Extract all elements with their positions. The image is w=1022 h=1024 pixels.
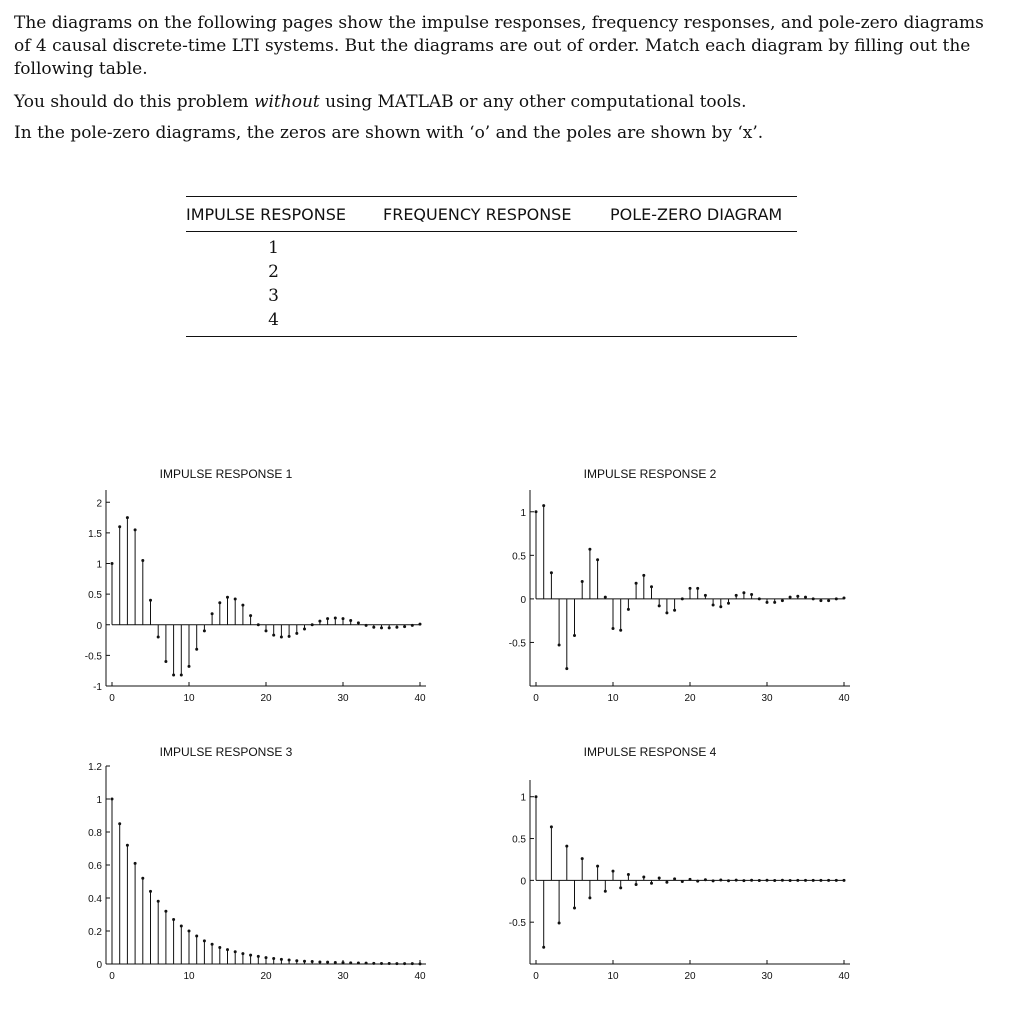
stem-marker — [558, 922, 561, 925]
stem-marker — [819, 879, 822, 882]
stem-marker — [172, 918, 175, 921]
stem-marker — [349, 961, 352, 964]
impulse-response-4-plot — [484, 736, 884, 996]
stem-marker — [265, 629, 268, 632]
impulse-response-2-plot — [484, 458, 884, 718]
stem-marker — [604, 596, 607, 599]
y-tick-label: 0.2 — [88, 927, 102, 938]
stem-marker — [365, 624, 368, 627]
x-tick-label: 30 — [761, 971, 773, 982]
stem-marker — [280, 636, 283, 639]
stem-marker — [380, 962, 383, 965]
instruction-paragraph — [14, 91, 1004, 114]
stem-marker — [827, 599, 830, 602]
stem-marker — [141, 877, 144, 880]
problem-statement — [14, 12, 1004, 153]
stem-marker — [111, 798, 114, 801]
stem-marker — [234, 950, 237, 953]
stem-marker — [411, 624, 414, 627]
table-row — [186, 260, 797, 284]
stem-marker — [796, 595, 799, 598]
stem-marker — [334, 617, 337, 620]
stem-marker — [627, 608, 630, 611]
stem-marker — [558, 644, 561, 647]
stem-marker — [750, 593, 753, 596]
pole-zero-note: In the pole-zero diagrams, the zeros are shown with ‘o’ and the poles are shown by ‘x’. — [14, 123, 764, 143]
stem-marker — [696, 880, 699, 883]
impulse-response-3-plot — [60, 736, 460, 996]
impulse-response-1-plot — [60, 458, 460, 718]
stem-marker — [696, 587, 699, 590]
stem-marker — [612, 627, 615, 630]
stem-marker — [804, 879, 807, 882]
stem-marker — [357, 962, 360, 965]
y-tick-label: 0 — [520, 594, 526, 606]
table-bottom-rule — [186, 336, 797, 337]
table-cell-impulse: 3 — [268, 286, 279, 306]
stem-marker — [773, 601, 776, 604]
x-tick-label: 30 — [337, 693, 349, 704]
stem-marker — [766, 879, 769, 882]
table-row — [186, 284, 797, 308]
stem-marker — [573, 906, 576, 909]
stem-marker — [334, 961, 337, 964]
stem-marker — [288, 959, 291, 962]
stem-marker — [581, 857, 584, 860]
stem-marker — [681, 597, 684, 600]
stem-marker — [742, 879, 745, 882]
y-tick-label: -0.5 — [84, 651, 102, 663]
stem-marker — [257, 955, 260, 958]
stem-marker — [565, 845, 568, 848]
stem-marker — [673, 877, 676, 880]
stem-marker — [665, 881, 668, 884]
stem-marker — [612, 870, 615, 873]
stem-marker — [835, 879, 838, 882]
stem-marker — [642, 574, 645, 577]
stem-marker — [295, 632, 298, 635]
table-cell-impulse: 4 — [268, 310, 279, 330]
y-tick-label: 0.5 — [512, 551, 526, 563]
stem-marker — [588, 896, 591, 899]
y-tick-label: 1 — [520, 792, 526, 804]
y-tick-label: 1 — [520, 507, 526, 519]
y-tick-label: 0 — [96, 620, 102, 632]
x-tick-label: 10 — [607, 693, 619, 704]
stem-marker — [372, 962, 375, 965]
stem-marker — [619, 886, 622, 889]
stem-marker — [395, 962, 398, 965]
stem-marker — [342, 617, 345, 620]
stem-marker — [234, 598, 237, 601]
stem-marker — [118, 822, 121, 825]
stem-marker — [226, 948, 229, 951]
stem-marker — [134, 528, 137, 531]
stem-marker — [789, 596, 792, 599]
stem-marker — [203, 629, 206, 632]
stem-marker — [280, 958, 283, 961]
stem-marker — [596, 558, 599, 561]
stem-marker — [272, 957, 275, 960]
x-tick-label: 20 — [260, 971, 272, 982]
instruction-emphasis: without — [253, 92, 320, 112]
stem-marker — [573, 634, 576, 637]
stem-marker — [272, 634, 275, 637]
stem-marker — [542, 946, 545, 949]
x-tick-label: 20 — [684, 971, 696, 982]
stem-marker — [134, 862, 137, 865]
stem-marker — [843, 879, 846, 882]
table-cell-impulse: 2 — [268, 262, 279, 282]
stem-marker — [395, 626, 398, 629]
stem-marker — [249, 954, 252, 957]
y-tick-label: -1 — [93, 682, 102, 693]
stem-marker — [241, 604, 244, 607]
y-tick-label: 1 — [96, 559, 102, 571]
stem-marker — [188, 665, 191, 668]
stem-marker — [812, 879, 815, 882]
table-cell-impulse: 1 — [268, 238, 279, 258]
stem-marker — [727, 602, 730, 605]
stem-marker — [735, 879, 738, 882]
stem-marker — [712, 603, 715, 606]
x-tick-label: 20 — [684, 693, 696, 704]
stem-marker — [719, 605, 722, 608]
x-tick-label: 0 — [109, 693, 115, 704]
stem-marker — [172, 673, 175, 676]
stem-marker — [157, 636, 160, 639]
chart-title: IMPULSE RESPONSE 3 — [159, 745, 293, 759]
stem-marker — [781, 879, 784, 882]
stem-marker — [164, 660, 167, 663]
stem-marker — [804, 596, 807, 599]
stem-marker — [642, 876, 645, 879]
instruction-suffix: using MATLAB or any other computational tools. — [319, 92, 747, 112]
stem-marker — [342, 961, 345, 964]
stem-marker — [773, 879, 776, 882]
stem-marker — [318, 961, 321, 964]
stem-marker — [658, 877, 661, 880]
x-tick-label: 20 — [260, 693, 272, 704]
x-tick-label: 40 — [414, 971, 426, 982]
stem-marker — [226, 596, 229, 599]
stem-marker — [388, 962, 391, 965]
stem-marker — [195, 934, 198, 937]
stem-marker — [388, 626, 391, 629]
stem-marker — [419, 623, 422, 626]
stem-marker — [257, 623, 260, 626]
stem-marker — [635, 883, 638, 886]
stem-marker — [796, 879, 799, 882]
stem-marker — [303, 960, 306, 963]
stem-marker — [581, 580, 584, 583]
stem-marker — [627, 873, 630, 876]
y-tick-label: 1.5 — [88, 528, 102, 540]
stem-marker — [218, 601, 221, 604]
stem-marker — [218, 946, 221, 949]
stem-marker — [535, 795, 538, 798]
y-tick-label: 0.4 — [88, 894, 102, 905]
stem-marker — [419, 962, 422, 965]
stem-marker — [719, 878, 722, 881]
stem-marker — [188, 930, 191, 933]
stem-marker — [118, 525, 121, 528]
stem-marker — [689, 587, 692, 590]
stem-marker — [789, 879, 792, 882]
stem-marker — [827, 879, 830, 882]
table-row — [186, 308, 797, 332]
stem-marker — [565, 667, 568, 670]
problem-intro-paragraph: The diagrams on the following pages show the impulse responses, frequency responses, and pole-zero diagrams of 4 causal discrete-time LTI systems. But the diagrams are out of order. Match each diagram by filling out the following table. — [14, 13, 984, 79]
stem-marker — [812, 597, 815, 600]
y-tick-label: 2 — [96, 498, 102, 510]
stem-marker — [241, 952, 244, 955]
stem-marker — [411, 962, 414, 965]
stem-marker — [326, 617, 329, 620]
stem-marker — [681, 880, 684, 883]
stem-marker — [604, 890, 607, 893]
x-tick-label: 40 — [838, 693, 850, 704]
stem-marker — [665, 611, 668, 614]
table-body — [186, 232, 797, 336]
stem-marker — [311, 960, 314, 963]
stem-marker — [403, 962, 406, 965]
stem-marker — [318, 620, 321, 623]
table-header-frequency: FREQUENCY RESPONSE — [383, 204, 572, 224]
stem-marker — [349, 619, 352, 622]
stem-marker — [727, 879, 730, 882]
x-tick-label: 30 — [761, 693, 773, 704]
stem-marker — [550, 825, 553, 828]
stem-marker — [303, 628, 306, 631]
stem-marker — [673, 609, 676, 612]
stem-marker — [380, 626, 383, 629]
y-tick-label: -0.5 — [508, 638, 526, 650]
stem-marker — [704, 594, 707, 597]
stem-marker — [781, 599, 784, 602]
y-tick-label: 0.5 — [88, 590, 102, 602]
stem-marker — [203, 939, 206, 942]
stem-marker — [650, 882, 653, 885]
stem-marker — [180, 673, 183, 676]
stem-marker — [164, 910, 167, 913]
stem-marker — [149, 599, 152, 602]
chart-title: IMPULSE RESPONSE 1 — [159, 467, 293, 481]
stem-marker — [535, 510, 538, 513]
x-tick-label: 30 — [337, 971, 349, 982]
stem-marker — [195, 648, 198, 651]
chart-title: IMPULSE RESPONSE 4 — [583, 745, 717, 759]
table-header-impulse: IMPULSE RESPONSE — [186, 204, 347, 224]
x-tick-label: 40 — [414, 693, 426, 704]
stem-marker — [766, 601, 769, 604]
stem-marker — [141, 559, 144, 562]
y-tick-label: 0 — [96, 960, 102, 971]
table-header-row — [186, 197, 797, 231]
x-tick-label: 0 — [533, 693, 539, 704]
stem-marker — [704, 878, 707, 881]
y-tick-label: 0 — [520, 876, 526, 888]
stem-marker — [542, 504, 545, 507]
stem-marker — [843, 597, 846, 600]
table-row — [186, 236, 797, 260]
stem-marker — [650, 585, 653, 588]
stem-marker — [326, 961, 329, 964]
stem-marker — [126, 516, 129, 519]
matching-table — [186, 196, 797, 337]
stem-marker — [819, 599, 822, 602]
stem-marker — [403, 625, 406, 628]
stem-marker — [550, 571, 553, 574]
stem-marker — [689, 878, 692, 881]
y-tick-label: 1.2 — [88, 762, 102, 773]
stem-marker — [365, 962, 368, 965]
instruction-prefix: You should do this problem — [14, 92, 254, 112]
stem-marker — [357, 621, 360, 624]
stem-marker — [835, 597, 838, 600]
stem-marker — [372, 626, 375, 629]
stem-marker — [311, 623, 314, 626]
stem-marker — [295, 959, 298, 962]
y-tick-label: -0.5 — [508, 918, 526, 930]
y-tick-label: 0.5 — [512, 834, 526, 846]
x-tick-label: 0 — [533, 971, 539, 982]
x-tick-label: 10 — [183, 971, 195, 982]
stem-marker — [126, 844, 129, 847]
chart-title: IMPULSE RESPONSE 2 — [583, 467, 717, 481]
stem-marker — [712, 879, 715, 882]
stem-marker — [758, 879, 761, 882]
stem-marker — [111, 562, 114, 565]
x-tick-label: 10 — [607, 971, 619, 982]
stem-marker — [635, 582, 638, 585]
y-tick-label: 0.6 — [88, 861, 102, 872]
stem-marker — [658, 604, 661, 607]
stem-marker — [619, 629, 622, 632]
x-tick-label: 0 — [109, 971, 115, 982]
stem-marker — [149, 890, 152, 893]
stem-marker — [288, 635, 291, 638]
stem-marker — [157, 900, 160, 903]
stem-marker — [596, 865, 599, 868]
stem-marker — [758, 597, 761, 600]
stem-marker — [180, 925, 183, 928]
table-header-polezero: POLE-ZERO DIAGRAM — [610, 204, 783, 224]
stem-marker — [265, 956, 268, 959]
y-tick-label: 0.8 — [88, 828, 102, 839]
stem-marker — [211, 943, 214, 946]
x-tick-label: 10 — [183, 693, 195, 704]
stem-marker — [750, 879, 753, 882]
x-tick-label: 40 — [838, 971, 850, 982]
y-tick-label: 1 — [96, 795, 102, 806]
stem-marker — [211, 612, 214, 615]
stem-marker — [742, 591, 745, 594]
stem-marker — [249, 614, 252, 617]
stem-marker — [735, 594, 738, 597]
stem-marker — [588, 548, 591, 551]
